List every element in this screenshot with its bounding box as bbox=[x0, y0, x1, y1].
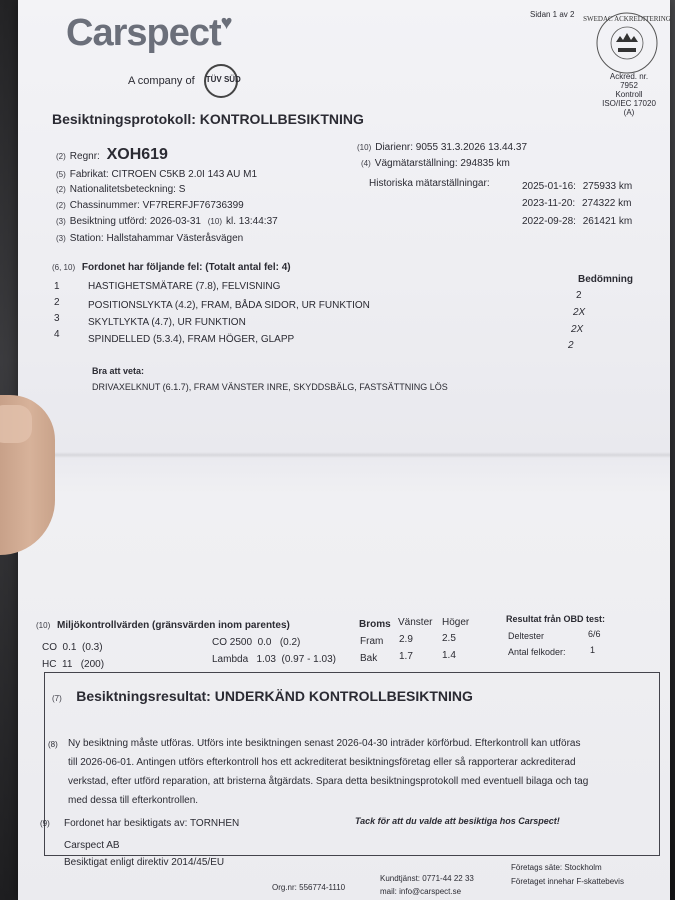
brake-row-right: 2.5 bbox=[442, 633, 456, 644]
fault-text: SKYLTLYKTA (4.7), UR FUNKTION bbox=[88, 317, 246, 328]
faults-ref: (6, 10) bbox=[52, 263, 76, 272]
history-date: 2025-01-16: bbox=[522, 181, 576, 192]
chassis-text: Chassinummer: VF7RERFJF76736399 bbox=[69, 200, 244, 211]
result-title: Besiktningsresultat: UNDERKÄND KONTROLLBESIKTNING bbox=[76, 688, 473, 704]
accreditation-info bbox=[602, 72, 656, 117]
chassis-ref: (2) bbox=[56, 201, 66, 210]
accreditation-number: Ackred. nr. 7952 bbox=[609, 72, 649, 90]
fault-num: 1 bbox=[54, 281, 60, 292]
emissions-heading-line bbox=[36, 620, 290, 631]
emissions-heading: Miljökontrollvärden (gränsvärden inom parentes) bbox=[57, 620, 290, 631]
footer-org: Org.nr: 556774-1110 bbox=[272, 883, 346, 892]
diarie-text: Diarienr: 9055 31.3.2026 13.44.37 bbox=[375, 142, 528, 153]
brake-row-right: 1.4 bbox=[442, 650, 456, 661]
fault-num: 4 bbox=[54, 329, 60, 340]
history-label: Historiska mätarställningar: bbox=[369, 178, 490, 189]
nationality-ref: (2) bbox=[56, 185, 66, 194]
footer-mail: mail: info@carspect.se bbox=[380, 887, 462, 896]
fabrikat-line bbox=[56, 169, 257, 180]
result-body-ref: (8) bbox=[48, 740, 58, 749]
history-date: 2023-11-20: bbox=[522, 198, 576, 209]
result-body-line: Ny besiktning måste utföras. Utförs inte besiktningen senast 2026-04-30 inträder körförbud. Efterkontroll kan utföras bbox=[68, 738, 581, 749]
history-value: 261421 km bbox=[582, 216, 633, 227]
page-indicator: Sidan 1 av 2 bbox=[530, 10, 575, 19]
fabrikat-text: Fabrikat: CITROEN C5KB 2.0I 143 AU M1 bbox=[69, 169, 258, 180]
brakes-right-header: Höger bbox=[442, 617, 470, 628]
inspection-ref: (3) bbox=[56, 217, 66, 226]
history-row bbox=[522, 181, 632, 192]
fault-text: POSITIONSLYKTA (4.2), FRAM, BÅDA SIDOR, UR FUNKTION bbox=[88, 300, 370, 311]
accreditation-type: Kontroll bbox=[615, 90, 643, 99]
result-ref: (7) bbox=[52, 694, 62, 703]
fault-num: 2 bbox=[54, 297, 60, 308]
tuv-logo: TÜV SÜD bbox=[204, 64, 238, 98]
document-title: Besiktningsprotokoll: KONTROLLBESIKTNING bbox=[52, 111, 364, 127]
history-date: 2022-09-28: bbox=[522, 216, 576, 227]
notes-text: DRIVAXELKNUT (6.1.7), FRAM VÄNSTER INRE, SKYDDSBÄLG, FASTSÄTTNING LÖS bbox=[92, 382, 448, 392]
result-title-line bbox=[52, 688, 473, 706]
rating-header: Bedömning bbox=[578, 274, 633, 285]
fault-rating: 2 bbox=[576, 290, 582, 301]
directive-text: Besiktigat enligt direktiv 2014/45/EU bbox=[64, 857, 225, 868]
regnr-value: XOH619 bbox=[106, 146, 168, 163]
brake-row-left: 2.9 bbox=[399, 634, 413, 645]
emission-co2500: CO 2500 0.0 (0.2) bbox=[212, 637, 301, 648]
footer-seat: Företags säte: Stockholm bbox=[511, 863, 602, 872]
thanks-text: Tack för att du valde att besiktiga hos Carspect! bbox=[355, 816, 560, 826]
emission-lambda: Lambda 1.03 (0.97 - 1.03) bbox=[212, 654, 336, 665]
heart-icon: ♥ bbox=[220, 12, 232, 34]
station-text: Station: Hallstahammar Västeråsvägen bbox=[69, 233, 244, 244]
fault-num: 3 bbox=[54, 313, 60, 324]
obd-row-value: 1 bbox=[590, 645, 596, 655]
faults-heading-line bbox=[52, 262, 291, 273]
inspection-time: kl. 13:44:37 bbox=[226, 216, 278, 227]
obd-heading: Resultat från OBD test: bbox=[506, 614, 606, 624]
diarie-line bbox=[357, 142, 527, 153]
time-ref: (10) bbox=[207, 217, 222, 226]
brake-row-left: 1.7 bbox=[399, 651, 413, 662]
station-ref: (3) bbox=[56, 234, 66, 243]
result-body-line: till 2026-06-01. Antingen utförs efterkontroll hos ett ackrediterat besiktningsföretag eller så rapporterar ackrediterad bbox=[68, 757, 576, 768]
result-body-line: verkstad, efter utförd reparation, att bristerna åtgärdats. Spara detta besiktningsprotokoll med eventuell bilaga och tag bbox=[68, 776, 589, 787]
company-of-line bbox=[128, 64, 241, 98]
emissions-ref: (10) bbox=[36, 621, 51, 630]
inspector-text: Fordonet har besiktigats av: TORNHEN bbox=[64, 818, 240, 829]
obd-row-label: Antal felkoder: bbox=[508, 647, 566, 657]
swedac-label: SWEDAC ACKREDITERING bbox=[583, 15, 671, 23]
result-body-line: med dessa till efterkontrollen. bbox=[68, 795, 199, 806]
station-line bbox=[56, 233, 243, 244]
fault-rating: 2X bbox=[573, 307, 586, 318]
nationality-line bbox=[56, 184, 185, 195]
regnr-ref: (2) bbox=[56, 152, 66, 161]
company-name: Carspect AB bbox=[64, 840, 120, 851]
fault-text: SPINDELLED (5.3.4), FRAM HÖGER, GLAPP bbox=[88, 334, 295, 345]
emission-hc: HC 11 (200) bbox=[42, 659, 105, 670]
emission-co: CO 0.1 (0.3) bbox=[42, 642, 103, 653]
brakes-left-header: Vänster bbox=[398, 617, 433, 628]
nationality-text: Nationalitetsbeteckning: S bbox=[69, 184, 186, 195]
odometer-ref: (4) bbox=[361, 159, 371, 168]
accreditation-standard: ISO/IEC 17020 (A) bbox=[602, 99, 656, 117]
swedac-seal bbox=[583, 8, 671, 78]
odometer-text: Vägmätarställning: 294835 km bbox=[374, 158, 510, 169]
chassis-line bbox=[56, 200, 244, 211]
brake-row-label: Bak bbox=[360, 653, 378, 664]
fault-rating: 2X bbox=[571, 324, 584, 335]
history-value: 274322 km bbox=[581, 198, 632, 209]
fabrikat-ref: (5) bbox=[56, 170, 66, 179]
odometer-line bbox=[361, 158, 510, 169]
carspect-logo: Carspect♥ bbox=[66, 12, 232, 54]
obd-row-value: 6/6 bbox=[588, 629, 601, 639]
inspector-ref: (9) bbox=[40, 819, 50, 828]
obd-row-label: Deltester bbox=[508, 631, 545, 641]
history-value: 275933 km bbox=[582, 181, 633, 192]
history-row bbox=[522, 216, 632, 227]
brake-row-label: Fram bbox=[360, 636, 384, 647]
fault-text: HASTIGHETSMÄTARE (7.8), FELVISNING bbox=[88, 281, 281, 292]
faults-heading: Fordonet har följande fel: (Totalt antal fel: 4) bbox=[81, 262, 291, 273]
inspection-date: Besiktning utförd: 2026-03-31 bbox=[69, 216, 201, 227]
fault-rating: 2 bbox=[568, 340, 574, 351]
notes-heading: Bra att veta: bbox=[92, 366, 145, 376]
footer-service: Kundtjänst: 0771-44 22 33 bbox=[380, 874, 474, 883]
inspection-date-line bbox=[56, 216, 278, 227]
brakes-heading: Broms bbox=[359, 619, 391, 630]
footer-tax: Företaget innehar F-skattebevis bbox=[511, 877, 624, 886]
paper-fold bbox=[18, 452, 670, 458]
regnr-label: Regnr: bbox=[69, 151, 100, 162]
history-row bbox=[522, 198, 631, 209]
regnr-line bbox=[56, 146, 168, 164]
diarie-ref: (10) bbox=[357, 143, 372, 152]
company-of-text: A company of bbox=[128, 74, 195, 87]
